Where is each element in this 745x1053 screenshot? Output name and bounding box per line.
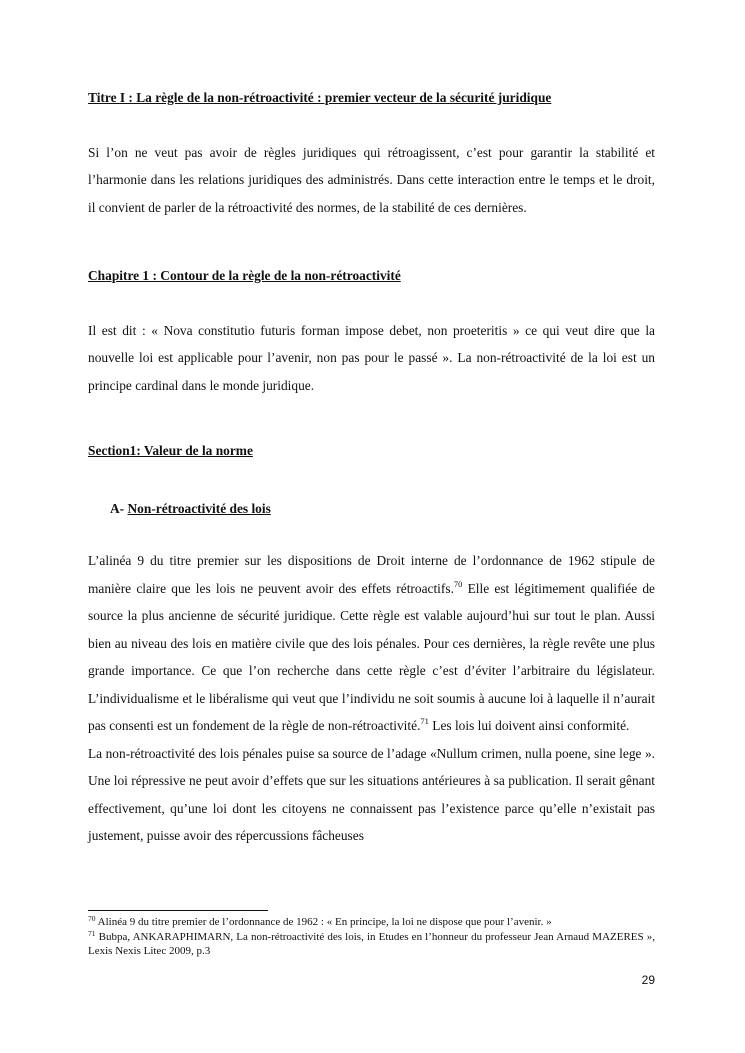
footnote-ref-71[interactable]: 71 [420, 716, 429, 726]
footnote-71-number: 71 [88, 928, 96, 938]
footnote-71 [88, 930, 655, 959]
subsection-title: Non-rétroactivité des lois [127, 500, 271, 516]
page-body [88, 84, 655, 850]
subsection-heading [88, 495, 655, 523]
footnote-70-text: Alinéa 9 du titre premier de l’ordonnance de 1962 : « En principe, la loi ne dispose que pour l’avenir. » [95, 916, 552, 928]
chapter-paragraph: Il est dit : « Nova constitutio futuris forman impose debet, non proeteritis » ce qui veut dire que la nouvelle loi est applicable pour l’avenir, non pas pour le passé ». La non-rétroactivité de la loi est un principe cardinal dans le monde juridique. [88, 322, 655, 393]
subsection-marker: A- [110, 500, 125, 516]
page-number: 29 [641, 973, 655, 987]
paragraph1-part3: Les lois lui doivent ainsi conformité. [428, 718, 630, 733]
paragraph1-part1: L’alinéa 9 du titre premier sur les dispositions de Droit interne de l’ordonnance de 1962 stipule de manière claire que les lois ne peuvent avoir des effets rétroactifs. [88, 553, 655, 596]
paragraph1-part2: Elle est légitimement qualifiée de source la plus ancienne de sécurité juridique. Cette règle est valable aujourd’hui sur tout le plan. Aussi bien au niveau des lois en matière civile que des lois pénales. Pour ces dernières, la règle revête une plus grande importance. Ce que l’on recherche dans cette règle c’est d’éviter l’arbitraire du législateur. L’individualisme et le libéralisme qui veut que l’individu ne soit soumis à aucune loi à laquelle il n’aurait pas consenti est un fondement de la règle de non-rétroactivité. [88, 580, 655, 733]
section-heading: Section1: Valeur de la norme [88, 443, 253, 458]
footnote-separator [88, 910, 268, 911]
intro-paragraph: Si l’on ne veut pas avoir de règles juridiques qui rétroagissent, c’est pour garantir la stabilité et l’harmonie dans les relations juridiques des administrés. Dans cette interaction entre le temps et le droit, il convient de parler de la rétroactivité des normes, de la stabilité de ces dernières. [88, 144, 655, 215]
footnote-71-text: Bubpa, ANKARAPHIMARN, La non-rétroactivité des lois, in Etudes en l’honneur du professeur Jean Arnaud MAZERES », Lexis Nexis Litec 2009, p.3 [88, 930, 655, 957]
chapter-heading: Chapitre 1 : Contour de la règle de la non-rétroactivité [88, 268, 401, 283]
main-paragraph-2: La non-rétroactivité des lois pénales puise sa source de l’adage «Nullum crimen, nulla poene, sine lege ». Une loi répressive ne peut avoir d’effets que sur les situations antérieures à sa publication. Il serait gênant effectivement, qu’une loi dont les citoyens ne connaissent pas l’existence parce qu’elle n’existait pas justement, puisse avoir des répercussions fâcheuses [88, 745, 655, 843]
footnote-70 [88, 915, 655, 930]
footnote-ref-70[interactable]: 70 [453, 578, 463, 589]
title-heading: Titre I : La règle de la non-rétroactivité : premier vecteur de la sécurité juridique [88, 90, 552, 105]
footnotes [88, 910, 655, 959]
footnote-70-number: 70 [88, 914, 96, 923]
main-paragraph-1 [88, 547, 655, 740]
